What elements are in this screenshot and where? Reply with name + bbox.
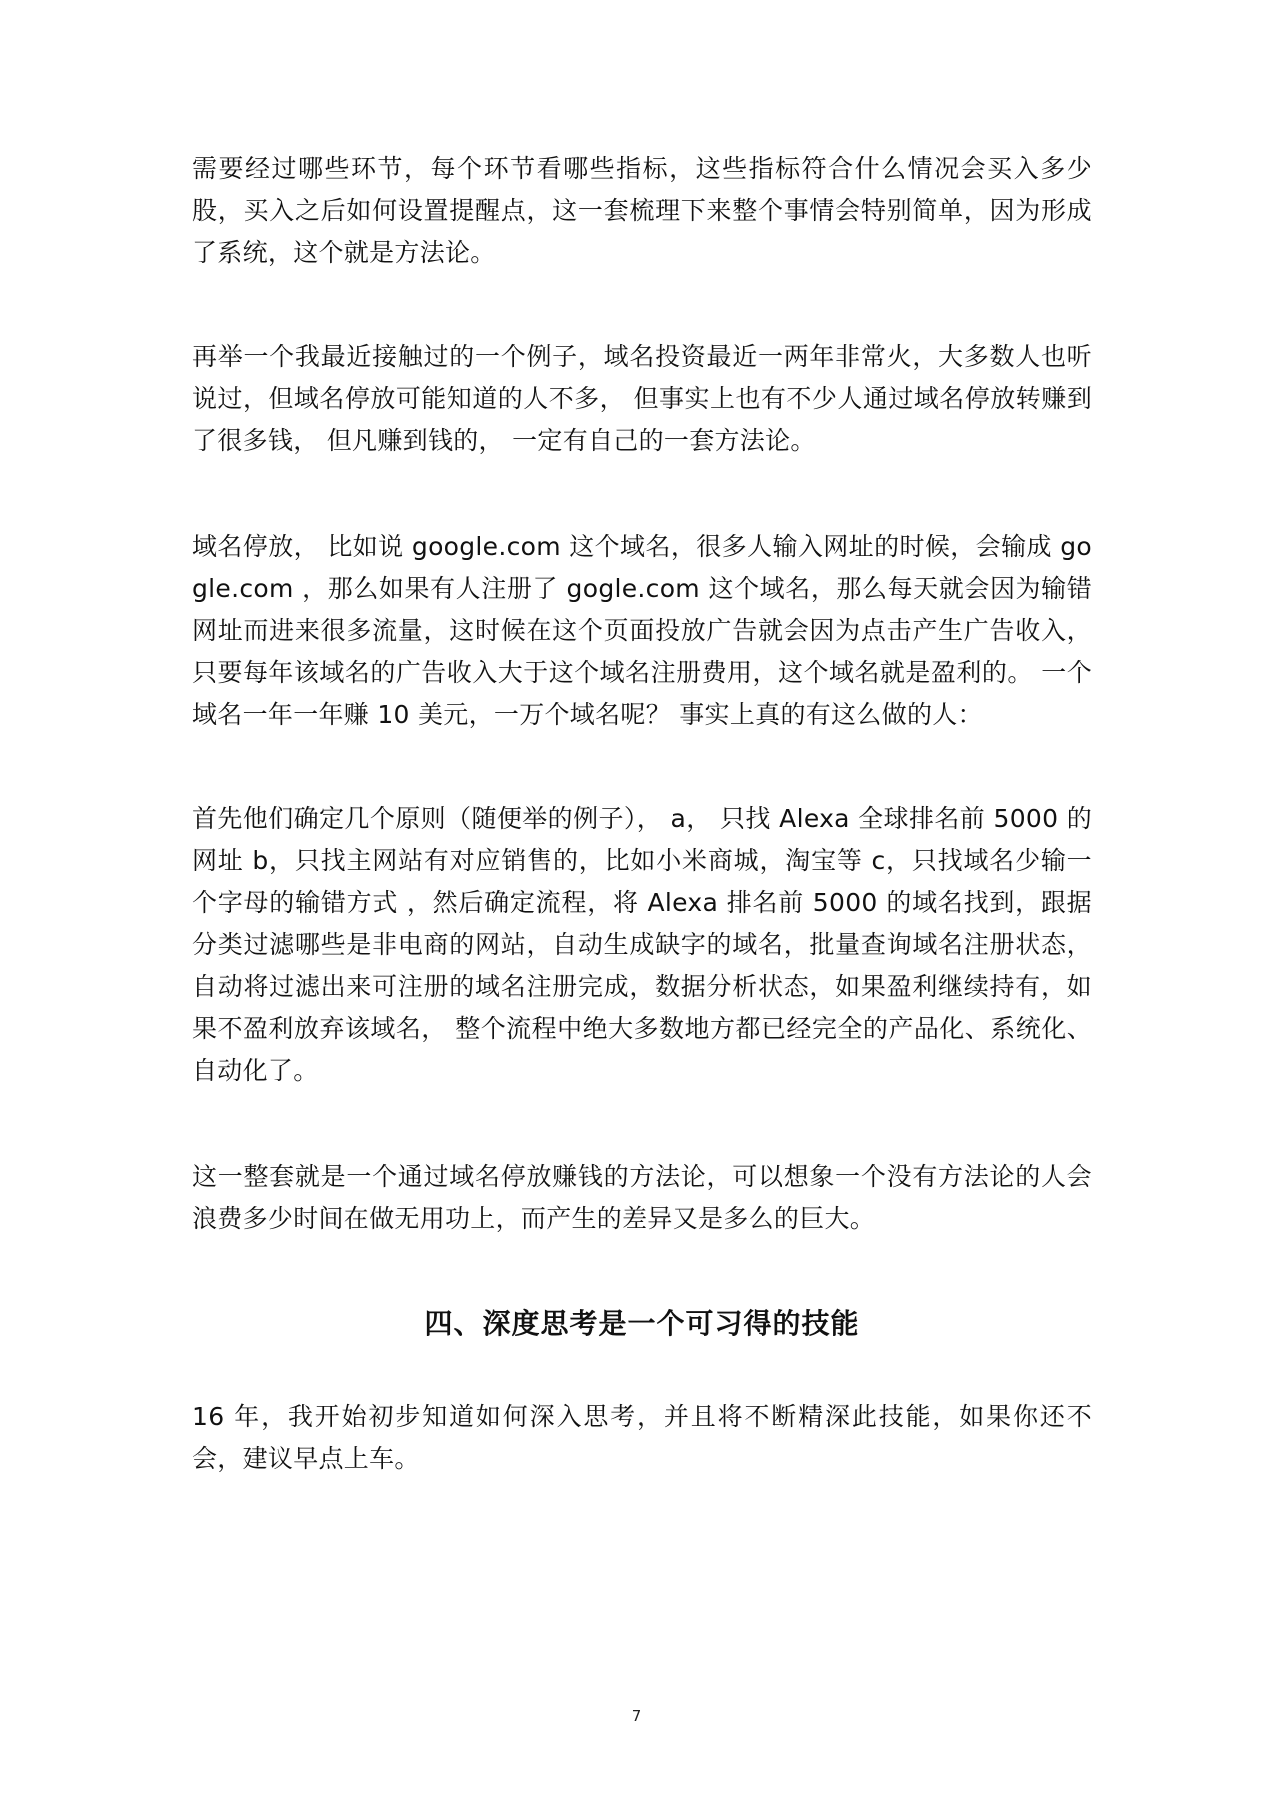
- paragraph-methodology-summary: 这一整套就是一个通过域名停放赚钱的方法论，可以想象一个没有方法论的人会浪费多少时间在做无用功上，而产生的差异又是多么的巨大。: [192, 1162, 1092, 1233]
- paragraph-domain-parking-explanation: 域名停放， 比如说 google.com 这个域名，很多人输入网址的时候，会输成 gogle.com ，那么如果有人注册了 gogle.com 这个域名，那么每天就会因为输错网址而进来很多流量，这时候在这个页面投放广告就会因为点击产生广告收入，只要每年该域名的广告收入大于这个域名注册费用，这个域名就是盈利的。 一个域名一年一年赚 10 美元，一万个域名呢？ 事实上真的有这么做的人：: [192, 532, 1092, 729]
- page-number: 7: [631, 1707, 642, 1725]
- paragraph-domain-example-intro: 再举一个我最近接触过的一个例子，域名投资最近一两年非常火，大多数人也听说过，但域名停放可能知道的人不多， 但事实上也有不少人通过域名停放转赚到了很多钱， 但凡赚到钱的， 一定有自己的一套方法论。: [192, 342, 1092, 455]
- page-content: [192, 148, 1092, 1480]
- paragraph-domain-process: 首先他们确定几个原则（随便举的例子）， a， 只找 Alexa 全球排名前 5000 的网址 b，只找主网站有对应销售的，比如小米商城，淘宝等 c，只找域名少输一个字母的输错方式 ，然后确定流程，将 Alexa 排名前 5000 的域名找到，跟据分类过滤哪些是非电商的网站，自动生成缺字的域名，批量查询域名注册状态，自动将过滤出来可注册的域名注册完成，数据分析状态，如果盈利继续持有，如果不盈利放弃该域名， 整个流程中绝大多数地方都已经完全的产品化、系统化、自动化了。: [192, 804, 1092, 1085]
- paragraph-methodology-steps: 需要经过哪些环节，每个环节看哪些指标，这些指标符合什么情况会买入多少股，买入之后如何设置提醒点，这一套梳理下来整个事情会特别简单，因为形成了系统，这个就是方法论。: [192, 154, 1092, 267]
- paragraph-closing: 16 年，我开始初步知道如何深入思考，并且将不断精深此技能，如果你还不会，建议早点上车。: [192, 1402, 1092, 1473]
- section-heading: 四、深度思考是一个可习得的技能: [424, 1307, 860, 1340]
